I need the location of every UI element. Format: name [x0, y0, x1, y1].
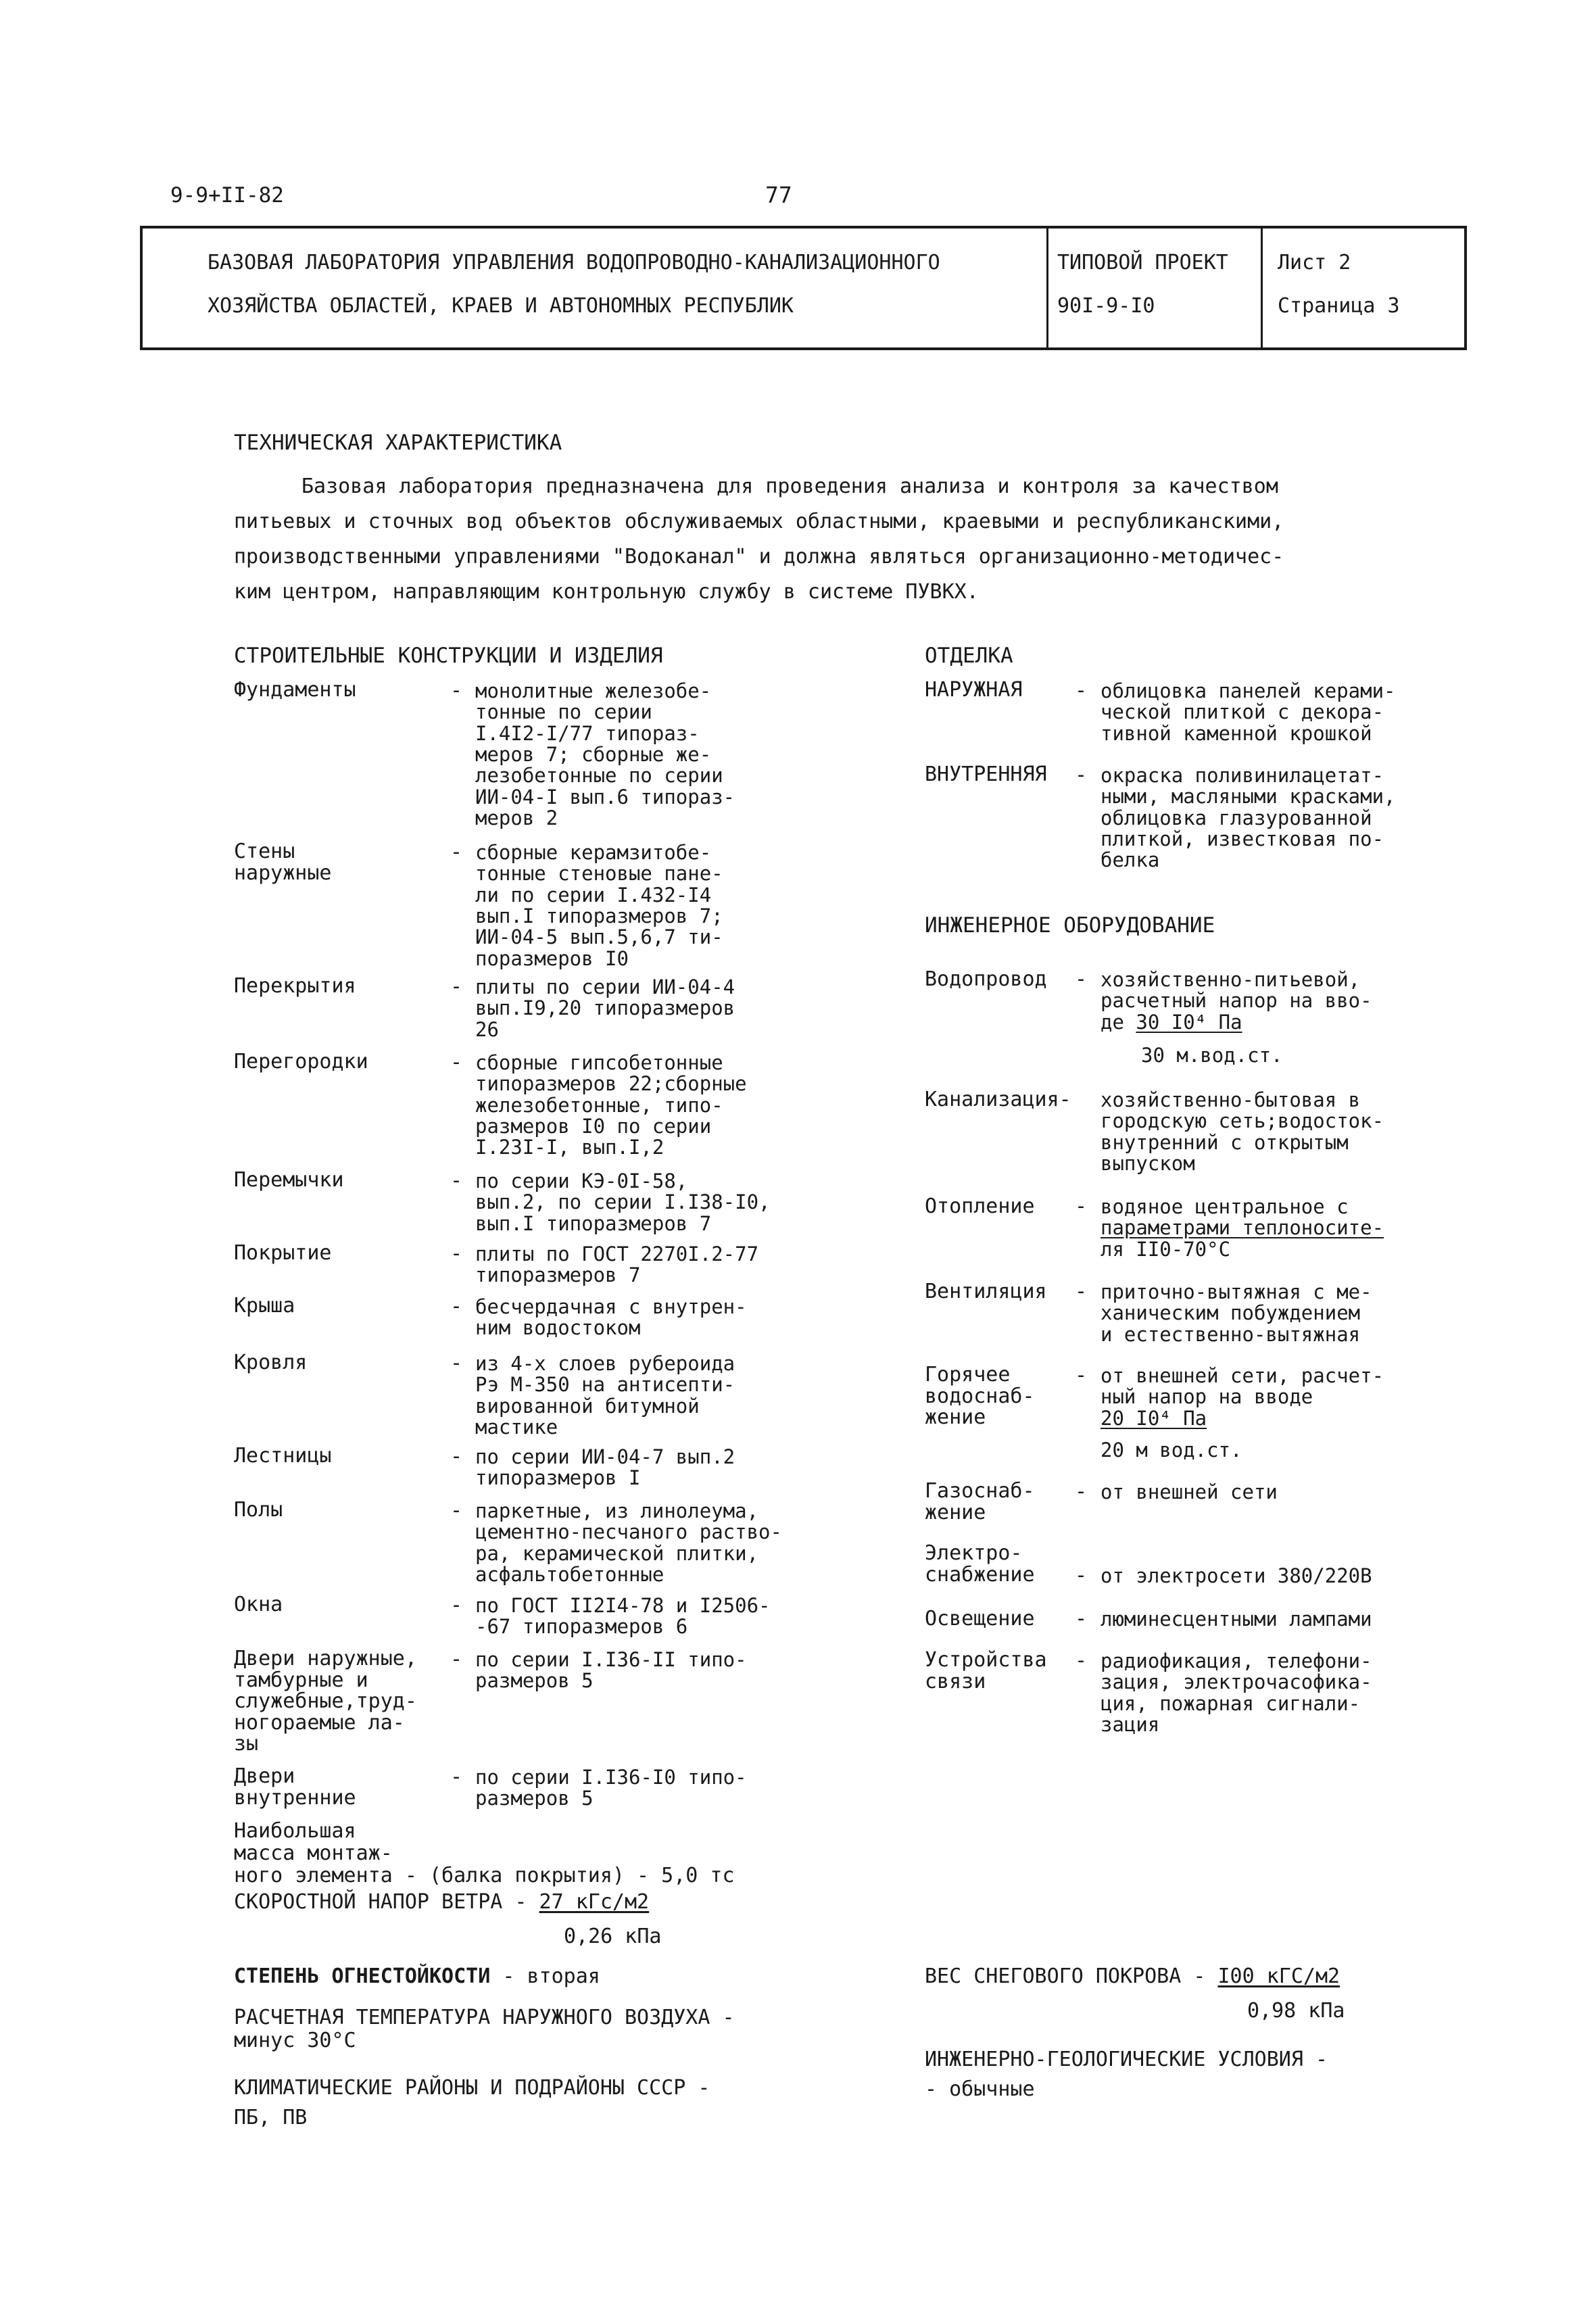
mass-line: ного элемента - (балка покрытия) - 5,0 тс	[234, 1864, 735, 1887]
hot-water-value: от внешней сети, расчет- ный напор на вводе 20 I0⁴ Па	[1101, 1364, 1384, 1430]
water-line: де 30 I0⁴ Па	[1101, 1010, 1242, 1034]
construction-label: Окна	[234, 1593, 283, 1616]
water-pressure-column: 30 м.вод.ст.	[1141, 1044, 1283, 1067]
construction-label: Перемычки	[234, 1168, 344, 1192]
construction-value: по серии I.I36-II типо- размеров 5	[475, 1648, 747, 1693]
lighting-dash: -	[1075, 1607, 1088, 1631]
tech-line: производственными управлениями "Водоканал" и должна являться организационно-методичес-	[234, 545, 1284, 569]
construction-label: Перегородки	[234, 1050, 368, 1073]
title-block-project	[1046, 228, 1263, 347]
construction-value: по серии КЭ-0I-58, вып.2, по серии I.I38-I0, вып.I типоразмеров 7	[475, 1169, 771, 1235]
construction-value: плиты по ГОСТ 2270I.2-77 типоразмеров 7	[475, 1243, 759, 1287]
project-label: ТИПОВОЙ ПРОЕКТ	[1057, 251, 1228, 274]
heating-value: водяное центральное с параметрами теплоносите- ля II0-70°С	[1101, 1195, 1384, 1261]
tech-line: Базовая лаборатория предназначена для проведения анализа и контроля за качеством	[301, 475, 1278, 498]
sheet-number: Лист 2	[1278, 251, 1351, 274]
power-label: Электро- снабжение	[925, 1541, 1035, 1587]
ventilation-dash: -	[1075, 1280, 1088, 1303]
hot-water-dash: -	[1075, 1364, 1088, 1387]
climate-line-2: ПБ, ПВ	[234, 2105, 308, 2129]
construction-label: Покрытие	[234, 1241, 332, 1265]
fire-label: СТЕПЕНЬ ОГНЕСТОЙКОСТИ	[234, 1964, 491, 1988]
construction-dash: -	[450, 1295, 463, 1318]
construction-dash: -	[450, 1647, 463, 1671]
construction-dash: -	[450, 1445, 463, 1468]
page-number: 77	[765, 182, 792, 208]
mass-line: масса монтаж-	[234, 1841, 393, 1865]
heating-dash: -	[1075, 1195, 1088, 1218]
geology-conditions	[925, 2048, 1328, 2101]
mass-line: Наибольшая	[234, 1819, 356, 1843]
construction-value: из 4-х слоев рубероида Рэ М-350 на антисепти- вированной битумной мастике	[475, 1352, 735, 1439]
ventilation-value: приточно-вытяжная с ме- ханическим побуждением и естественно-вытяжная	[1101, 1280, 1372, 1346]
hot-water-pressure-column: 20 м вод.ст.	[1101, 1439, 1242, 1462]
comm-value: радиофикация, телефони- зация, электрочасофика- ция, пожарная сигнали- зация	[1101, 1649, 1372, 1736]
temp-line-1: РАСЧЕТНАЯ ТЕМПЕРАТУРА НАРУЖНОГО ВОЗДУХА -	[234, 2006, 735, 2029]
geology-line-1: ИНЖЕНЕРНО-ГЕОЛОГИЧЕСКИЕ УСЛОВИЯ -	[925, 2048, 1328, 2071]
construction-label: Лестницы	[234, 1444, 332, 1468]
temp-line-2: минус 30°С	[234, 2028, 356, 2052]
organization-line-1: БАЗОВАЯ ЛАБОРАТОРИЯ УПРАВЛЕНИЯ ВОДОПРОВОДНО-КАНАЛИЗАЦИОННОГО	[208, 251, 940, 274]
construction-value: по серии ИИ-04-7 вып.2 типоразмеров I	[475, 1445, 735, 1490]
comm-dash: -	[1075, 1649, 1088, 1672]
construction-dash: -	[450, 840, 463, 864]
construction-value: по серии I.I36-I0 типо- размеров 5	[475, 1766, 747, 1810]
construction-value: бесчердачная с внутрен- ним водостоком	[475, 1295, 747, 1340]
construction-label: Полы	[234, 1498, 283, 1522]
construction-label: Перекрытия	[234, 974, 356, 998]
gas-dash: -	[1075, 1480, 1088, 1503]
fire-value: - вторая	[490, 1964, 600, 1988]
finish-dash: -	[1075, 763, 1088, 787]
gas-label: Газоснаб- жение	[925, 1479, 1035, 1524]
mass-block	[234, 1820, 735, 1887]
construction-dash: -	[450, 1051, 463, 1074]
title-block	[140, 226, 1467, 350]
hot-water-pressure-value: 20 I0⁴ Па	[1101, 1406, 1207, 1430]
construction-value: паркетные, из линолеума, цементно-песчаного раство- ра, керамической плитки, асфальтобетонные	[475, 1499, 782, 1586]
water-value	[1101, 969, 1372, 1033]
construction-label: Крыша	[234, 1294, 295, 1318]
construction-value: сборные гипсобетонные типоразмеров 22;сборные железобетонные, типо- размеров I0 по серии I.23I-I, вып.I,2	[475, 1051, 747, 1159]
construction-dash: -	[450, 1765, 463, 1789]
construction-dash: -	[450, 1169, 463, 1192]
snow-label: ВЕС СНЕГОВОГО ПОКРОВА -	[925, 1964, 1218, 1988]
wind-pressure	[234, 1891, 649, 1914]
construction-value: сборные керамзитобе- тонные стеновые пане- ли по серии I.432-I4 вып.I типоразмеров 7; ИИ-04-5 вып.5,6,7 ти- поразмеров I0	[475, 841, 723, 970]
sewer-value: хозяйственно-бытовая в городскую сеть;водосток- внутренний с открытым выпуском	[1101, 1088, 1384, 1175]
finish-value: облицовка панелей керами- ческой плиткой с декора- тивной каменной крошкой	[1101, 679, 1396, 745]
construction-value: монолитные железобе- тонные по серии I.4I2-I/77 типораз- меров 7; сборные же- лезобетонные по серии ИИ-04-I вып.6 типораз- меров 2	[475, 679, 735, 829]
snow-load	[925, 1965, 1340, 1988]
finish-label: ВНУТРЕННЯЯ	[925, 763, 1047, 786]
gas-value: от внешней сети	[1101, 1480, 1278, 1503]
tech-line: питьевых и сточных вод объектов обслуживаемых областными, краевыми и республиканскими,	[234, 510, 1284, 533]
finish-title: ОТДЕЛКА	[925, 644, 1013, 668]
water-dash: -	[1075, 967, 1088, 991]
tech-line: ким центром, направляющим контрольную службу в системе ПУВКХ.	[234, 580, 979, 604]
project-number: 90I-9-I0	[1057, 294, 1155, 318]
construction-dash: -	[450, 1242, 463, 1265]
hot-water-label: Горячее водоснаб- жение	[925, 1363, 1035, 1429]
water-line: расчетный напор на вво-	[1101, 989, 1372, 1013]
climate-regions	[234, 2077, 710, 2129]
construction-dash: -	[450, 1351, 463, 1375]
finish-label: НАРУЖНАЯ	[925, 678, 1023, 702]
title-block-organization	[143, 228, 1048, 347]
construction-label: Фундаменты	[234, 678, 356, 702]
construction-label: Двери наружные, тамбурные и служебные,труд- ногораемые ла- зы	[234, 1647, 417, 1756]
water-label: Водопровод	[925, 967, 1047, 991]
tech-title: ТЕХНИЧЕСКАЯ ХАРАКТЕРИСТИКА	[234, 431, 562, 455]
geology-line-2: - обычные	[925, 2077, 1035, 2101]
lighting-label: Освещение	[925, 1607, 1035, 1631]
construction-dash: -	[450, 1499, 463, 1522]
fire-resistance	[234, 1965, 600, 1988]
tech-paragraph	[234, 475, 1284, 616]
snow-value: I00 кГС/м2	[1217, 1964, 1340, 1988]
design-temperature	[234, 2006, 735, 2052]
constructions-title: СТРОИТЕЛЬНЫЕ КОНСТРУКЦИИ И ИЗДЕЛИЯ	[234, 644, 663, 668]
equipment-title: ИНЖЕНЕРНОЕ ОБОРУДОВАНИЕ	[925, 913, 1215, 938]
water-pressure-value: 30 I0⁴ Па	[1136, 1010, 1242, 1034]
heating-label: Отопление	[925, 1195, 1035, 1218]
power-value: от электросети 380/220В	[1101, 1564, 1372, 1587]
organization-line-2: ХОЗЯЙСТВА ОБЛАСТЕЙ, КРАЕВ И АВТОНОМНЫХ РЕСПУБЛИК	[208, 294, 794, 318]
construction-label: Кровля	[234, 1351, 308, 1374]
title-block-sheet	[1263, 228, 1464, 347]
construction-dash: -	[450, 1593, 463, 1617]
lighting-value: люминесцентными лампами	[1101, 1608, 1372, 1631]
wind-value-si: 0,26 кПа	[564, 1925, 662, 1948]
construction-dash: -	[450, 975, 463, 998]
document-code: 9-9+II-82	[170, 183, 284, 208]
ventilation-label: Вентиляция	[925, 1280, 1047, 1303]
wind-value: 27 кГс/м2	[539, 1890, 650, 1914]
wind-label: СКОРОСТНОЙ НАПОР ВЕТРА -	[234, 1890, 539, 1914]
finish-dash: -	[1075, 679, 1088, 702]
comm-label: Устройства связи	[925, 1648, 1047, 1693]
construction-dash: -	[450, 679, 463, 702]
construction-value: плиты по серии ИИ-04-4 вып.I9,20 типоразмеров 26	[475, 975, 735, 1041]
construction-value: по ГОСТ II2I4-78 и I2506- -67 типоразмеров 6	[475, 1594, 771, 1639]
page-of-sheet: Страница 3	[1278, 294, 1400, 318]
climate-line-1: КЛИМАТИЧЕСКИЕ РАЙОНЫ И ПОДРАЙОНЫ СССР -	[234, 2076, 710, 2100]
finish-value: окраска поливинилацетат- ными, масляными красками, облицовка глазурованной плиткой, известковая по- белка	[1101, 764, 1396, 872]
construction-label: Двери внутренние	[234, 1764, 356, 1810]
water-line: хозяйственно-питьевой,	[1101, 968, 1361, 991]
snow-value-si: 0,98 кПа	[1247, 1999, 1345, 2023]
power-dash: -	[1075, 1564, 1088, 1587]
construction-label: Стены наружные	[234, 840, 332, 885]
sewer-label: Канализация-	[925, 1088, 1071, 1111]
